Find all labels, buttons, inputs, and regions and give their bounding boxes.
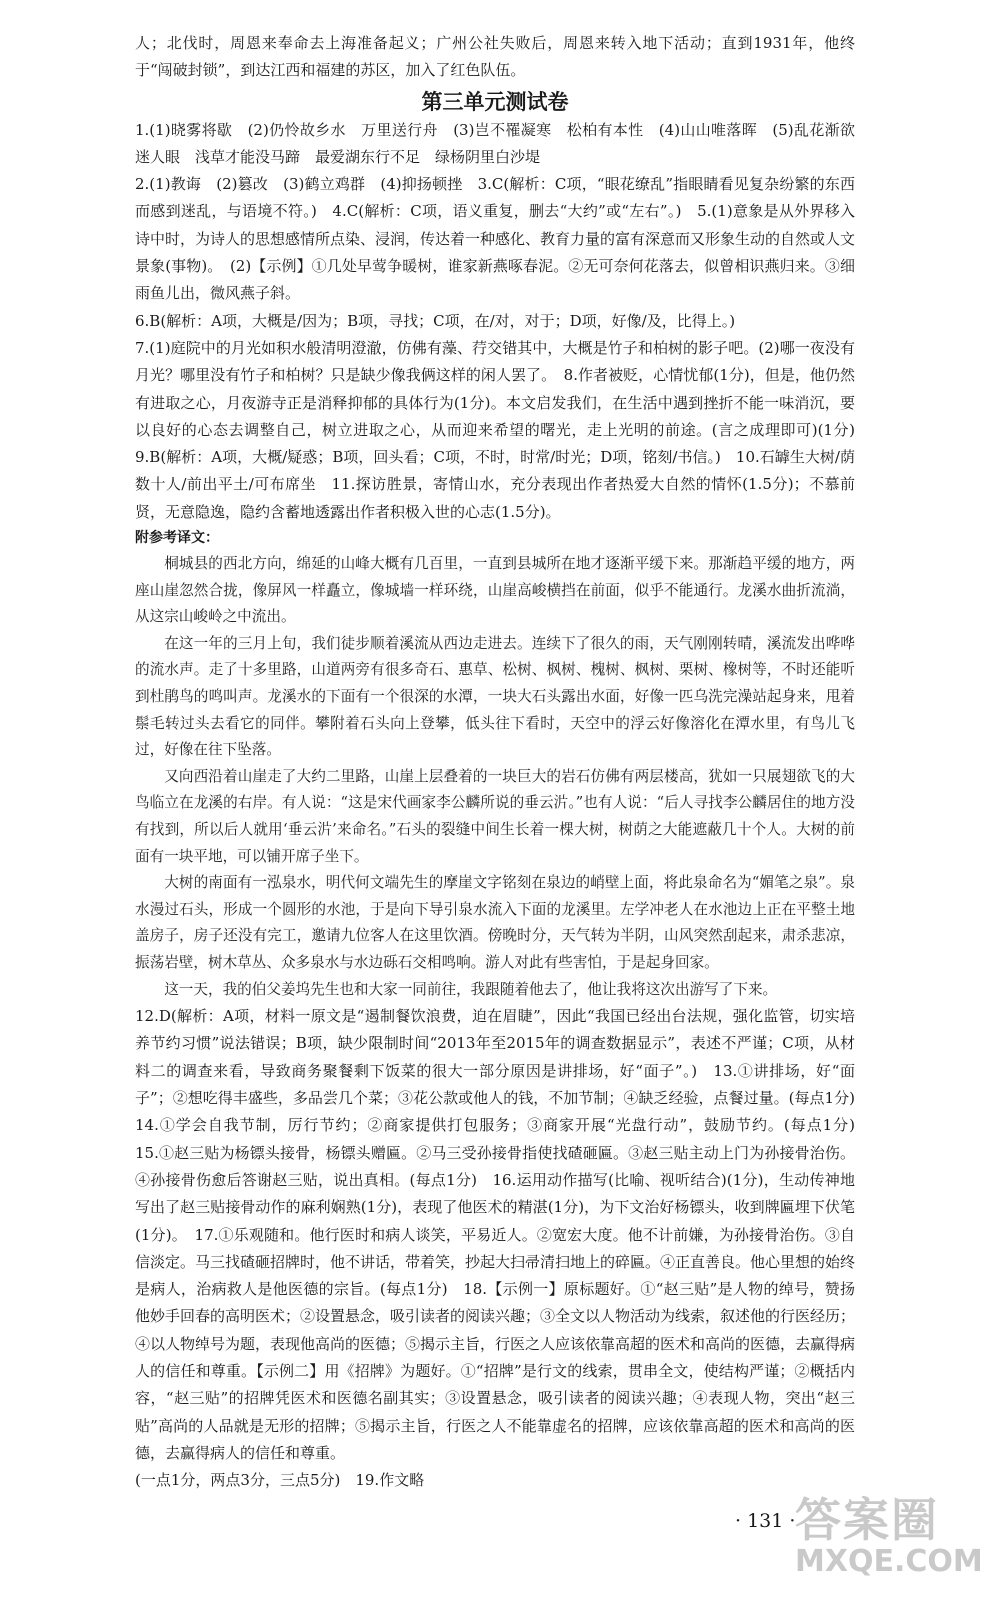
answer-1: 1.(1)晓雾将歇 (2)仍怜故乡水 万里送行舟 (3)岂不罹凝寒 松柏有本性 (4)山山唯落晖 (5)乱花渐欲迷人眼 浅草才能没马蹄 最爱湖东行不足 绿杨阴里白沙堤: [135, 120, 855, 166]
translation-paragraph: 大树的南面有一泓泉水，明代何文端先生的摩崖文字铭刻在泉边的峭壁上面，将此泉命名为“媚笔之泉”。泉水漫过石头，形成一个圆形的水池，于是向下导引泉水流入下面的龙溪里。左学冲老人在水池边上正在平整土地盖房子，房子还没有完工，邀请九位客人在这里饮酒。傍晚时分，天气转为半阴，山风突然刮起来，肃杀悲凉，振荡岩壁，树木草丛、众多泉水与水边砾石交相鸣响。游人对此有些害怕，于是起身回家。: [135, 874, 855, 971]
answer-6: 6.B(解析：A项，大概是/因为；B项，寻找；C项，在/对，对于；D项，好像/及，比得上。): [135, 311, 736, 330]
translation-paragraph: 桐城县的西北方向，绵延的山峰大概有几百里，一直到县城所在地才逐渐平缓下来。那渐趋平缓的地方，两座山崖忽然合拢，像屏风一样矗立，像城墙一样环绕，山崖高峻横挡在前面，似乎不能通行。龙溪水曲折流淌，从这宗山峻岭之中流出。: [135, 555, 855, 626]
intro-paragraph: 人；北伐时，周恩来奉命去上海准备起义；广州公社失败后，周恩来转入地下活动；直到1931年，他终于“闯破封锁”，到达江西和福建的苏区，加入了红色队伍。: [135, 34, 855, 80]
answer-2-5: 2.(1)教诲 (2)篡改 (3)鹤立鸡群 (4)抑扬顿挫 3.C(解析：C项，“眼花缭乱”指眼睛看见复杂纷繁的东西而感到迷乱，与语境不符。) 4.C(解析：C项，语义重复，删去“大约”或“左右”。) 5.(1)意象是从外界移入诗中时，为诗人的思想感情所点染、浸润，传达着一种感化、教育力量的富有深意而又形象生动的自然或人文景象(事物)。 (2)【示例】①几处早莺争暖树，谁家新燕啄春泥。②无可奈何花落去，似曾相识燕归来。③细雨鱼儿出，微风燕子斜。: [135, 175, 856, 303]
appendix-heading: 附参考译文：: [135, 530, 219, 547]
answer-12-18: 12.D(解析：A项，材料一原文是“遏制餐饮浪费，迫在眉睫”，因此“我国已经出台法规，强化监管，切实培养节约习惯”说法错误；B项，缺少限制时间“2013年至2015年的调查数据显示”，表述不严谨；C项，从材料二的调查来看，导致商务聚餐剩下饭菜的很大一部分原因是讲排场，好“面子”。) 13.①讲排场，好“面子”；②想吃得丰盛些，多品尝几个菜；③花公款或他人的钱，不加节制；④缺乏经验，点餐过量。(每点1分) 14.①学会自我节制，厉行节约；②商家提供打包服务；③商家开展“光盘行动”，鼓励节约。(每点1分) 15.①赵三贴为杨镖头接骨，杨镖头赠匾。②马三受孙接骨指使找碴砸匾。③赵三贴主动上门为孙接骨治伤。④孙接骨伤愈后答谢赵三贴，说出真相。(每点1分) 16.运用动作描写(比喻、视听结合)(1分)，生动传神地写出了赵三贴接骨动作的麻利娴熟(1分)，表现了他医术的精湛(1分)，为下文治好杨镖头，收到牌匾埋下伏笔(1分)。 17.①乐观随和。他行医时和病人谈笑，平易近人。②宽宏大度。他不计前嫌，为孙接骨治伤。③自信淡定。马三找碴砸招牌时，他不讲话，带着笑，抄起大扫帚清扫地上的碎匾。④正直善良。他心里想的始终是病人，治病救人是他医德的宗旨。(每点1分) 18.【示例一】原标题好。①“赵三贴”是人物的绰号，赞扬他妙手回春的高明医术；②设置悬念，吸引读者的阅读兴趣；③全文以人物活动为线索，叙述他的行医经历；④以人物绰号为题，表现他高尚的医德；⑤揭示主旨，行医之人应该依靠高超的医术和高尚的医德，去赢得病人的信任和尊重。【示例二】用《招牌》为题好。①“招牌”是行文的线索，贯串全文，使结构严谨；②概括内容，“赵三贴”的招牌凭医术和医德名副其实；③设置悬念，吸引读者的阅读兴趣；④表现人物，突出“赵三贴”高尚的人品就是无形的招牌；⑤揭示主旨，行医之人不能靠虚名的招牌，应该依靠高超的医术和高尚的医德，去赢得病人的信任和尊重。: [135, 1007, 871, 1462]
answer-scoring-19: (一点1分，两点3分，三点5分) 19.作文略: [135, 1471, 425, 1490]
translation-paragraph: 在这一年的三月上旬，我们徒步顺着溪流从西边走进去。连续下了很久的雨，天气刚刚转晴，溪流发出哗哗的流水声。走了十多里路，山道两旁有很多奇石、惠草、松树、枫树、槐树、枫树、栗树、橡树等，不时还能听到杜鹃鸟的鸣叫声。龙溪水的下面有一个很深的水潭，一块大石头露出水面，好像一匹乌洗完澡站起身来，甩着鬃毛转过头去看它的同伴。攀附着石头向上登攀，低头往下看时，天空中的浮云好像溶化在潭水里，有鸟儿飞过，好像在往下坠落。: [135, 634, 855, 759]
page-number: · 131 ·: [735, 1510, 796, 1532]
page-content: [135, 30, 871, 1494]
answer-7-11: 7.(1)庭院中的月光如积水般清明澄澈，仿佛有藻、荇交错其中，大概是竹子和柏树的影子吧。(2)哪一夜没有月光？哪里没有竹子和柏树？只是缺少像我俩这样的闲人罢了。 8.作者被贬，心情忧郁(1分)，但是，他仍然有进取之心，月夜游寺正是消释抑郁的具体行为(1分)。本文启发我们，在生活中遇到挫折不能一味消沉，要以良好的心态去调整自己，树立进取之心，从而迎来希望的曙光，走上光明的前途。(言之成理即可)(1分) 9.B(解析：A项，大概/疑惑；B项，回头看；C项，不时，时常/时光；D项，铭刻/书信。) 10.石罅生大树/荫数十人/前出平土/可布席坐 11.探访胜景，寄情山水，充分表现出作者热爱大自然的情怀(1.5分)；不慕前贤，无意隐逸，隐约含蓄地透露出作者积极入世的心志(1.5分)。: [135, 338, 871, 521]
watermark-logo-text: 答案圈: [795, 1493, 939, 1547]
translation-paragraph: 这一天，我的伯父姜坞先生也和大家一同前往，我跟随着他去了，他让我将这次出游写了下来。: [164, 980, 778, 998]
watermark-logo: [795, 1493, 983, 1595]
section-title: 第三单元测试卷: [421, 89, 569, 114]
translation-paragraph: 又向西沿着山崖走了大约二里路，山崖上层叠着的一块巨大的岩石仿佛有两层楼高，犹如一只展翅欲飞的大鸟临立在龙溪的右岸。有人说：“这是宋代画家李公麟所说的垂云沜。”也有人说：“后人寻找李公麟居住的地方没有找到，所以后人就用‘垂云沜’来命名。”石头的裂缝中间生长着一棵大树，树荫之大能遮蔽几十个人。大树的前面有一块平地，可以铺开席子坐下。: [135, 767, 855, 865]
watermark-domain: MXQE.COM: [795, 1544, 983, 1579]
